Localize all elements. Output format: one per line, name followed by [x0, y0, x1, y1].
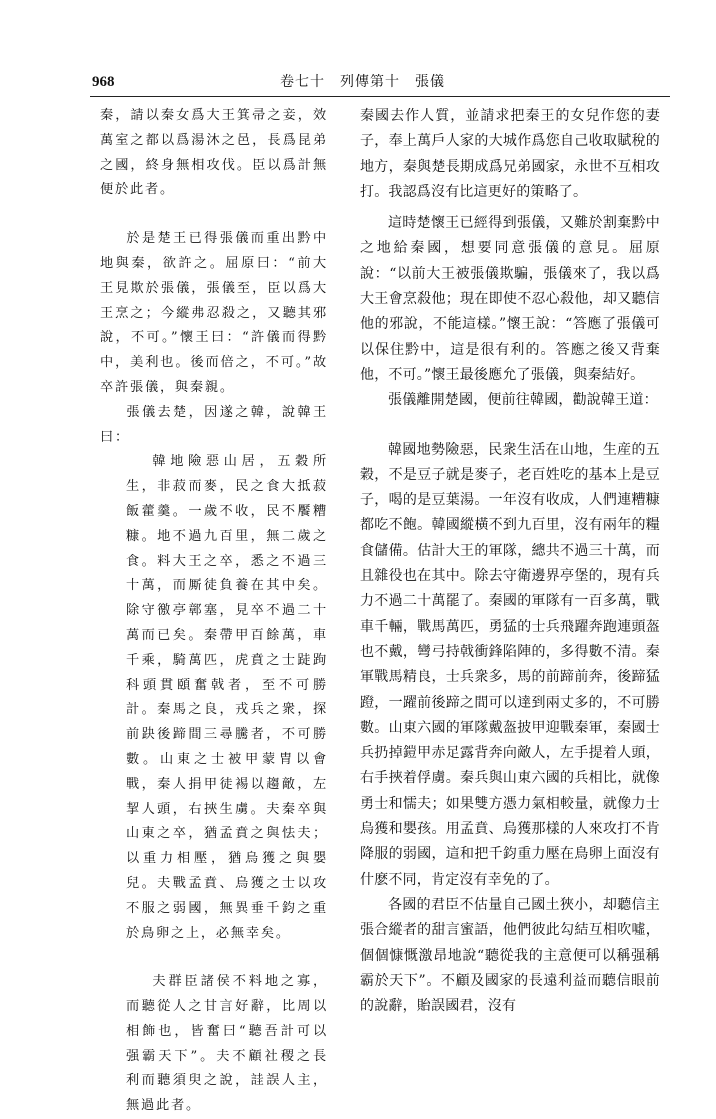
- classical-paragraph: 秦，請以秦女爲大王箕帚之妾，效萬室之都以爲湯沐之邑，長爲昆弟之國，終身無相攻伐。臣以爲計無便於此者。: [100, 108, 328, 198]
- classical-paragraph: 張儀去楚，因遂之韓，說韓王曰：: [100, 404, 328, 445]
- translation-paragraph: 韓國地勢險惡，民衆生活在山地，生産的五穀，不是豆子就是麥子，老百姓吃的基本上是豆子，喝的是豆葉湯。一年沒有收成，人們連糟糠都吃不飽。韓國縱橫不到九百里，沒有兩年的糧食儲備。估計大王的軍隊，總共不過三十萬，而且雜役也在其中。除去守衛邊界亭堡的，現有兵力不過二十萬罷了。秦國的軍隊有一百多萬，戰車千輛，戰馬萬匹，勇猛的士兵飛躍奔跑連頭盔也不戴，彎弓持戟衝鋒陷陣的，多得數不清。秦軍戰馬精良，士兵衆多，馬的前蹄前奔，後蹄猛蹬，一躍前後蹄之間可以達到兩丈多的，不可勝數。山東六國的軍隊戴盔披甲迎戰秦軍，秦國士兵扔掉鎧甲赤足露背奔向敵人，左手提着人頭，右手挾着俘虜。秦兵與山東六國的兵相比，就像勇士和懦夫；如果雙方憑力氣相較量，就像力士烏獲和嬰孩。用孟賁、烏獲那樣的人來攻打不肯降服的弱國，這和把千鈞重力壓在鳥卵上面沒有什麽不同，肯定沒有幸免的了。: [360, 441, 660, 888]
- classical-quote-paragraph: 韓地險惡山居，五穀所生，非菽而麥，民之食大抵菽飯藿羹。一歲不收，民不饜糟糠。地不過九百里，無二歲之食。料大王之卒，悉之不過三十萬，而厮徒負養在其中矣。除守徼亭鄣塞，見卒不過二十萬而已矣。秦帶甲百餘萬，車千乘，騎萬匹，虎賁之士跿跔科頭貫頤奮戟者，至不可勝計。秦馬之良，戎兵之衆，探前趹後蹄間三尋騰者，不可勝數。山東之士被甲蒙胄以會戰，秦人捐甲徒裼以趨敵，左挈人頭，右挾生虜。夫秦卒與山東之卒，猶孟賁之與怯夫；以重力相壓，猶烏獲之與嬰兒。夫戰孟賁、烏獲之士以攻不服之弱國，無異垂千鈞之重於鳥卵之上，必無幸矣。: [126, 454, 328, 941]
- page-number: 968: [92, 74, 115, 90]
- translation-paragraph: 秦國去作人質，並請求把秦王的女兒作您的妻子，奉上萬戶人家的大城作爲您自己收取賦稅的地方，秦與楚長期成爲兄弟國家，永世不互相攻打。我認爲沒有比這更好的策略了。: [360, 108, 660, 200]
- header-rule: [90, 96, 670, 97]
- translation-paragraph: 這時楚懷王已經得到張儀，又難於割棄黔中之地給秦國，想要同意張儀的意見。屈原說：“以前大王被張儀欺騙，張儀來了，我以爲大王會烹殺他；現在即使不忍心殺他，却又聽信他的邪說，不能這樣。”懷王說：“答應了張儀可以保住黔中，這是很有利的。答應之後又背棄他，不可。”懷王最後應允了張儀，與秦結好。: [360, 215, 660, 383]
- modern-translation-column: [360, 104, 660, 1015]
- classical-paragraph: 於是楚王已得張儀而重出黔中地與秦，欲許之。屈原曰：“前大王見欺於張儀，張儀至，臣以爲大王烹之；今縱弗忍殺之，又聽其邪說，不可。”懷王曰：“許儀而得黔中，美利也。後而倍之，不可。”故卒許張儀，與秦親。: [100, 231, 328, 395]
- translation-paragraph: 各國的君臣不估量自己國土狹小，却聽信主張合縱者的甜言蜜語，他們彼此勾結互相吹噓，個個慷慨激昂地說“聽從我的主意便可以稱强稱霸於天下”。不顧及國家的長遠利益而聽信眼前的說辭，貽誤國君，沒有: [360, 896, 660, 1015]
- classical-text-column: [100, 104, 328, 1114]
- running-title: 卷七十 列傳第十 張儀: [280, 74, 445, 90]
- page-header: [92, 70, 668, 94]
- translation-paragraph: 張儀離開楚國，便前往韓國，勸說韓王道：: [388, 392, 658, 409]
- classical-quote-paragraph: 夫群臣諸侯不料地之寡，而聽從人之甘言好辭，比周以相飾也，皆奮曰“聽吾計可以强霸天下”。夫不顧社稷之長利而聽須臾之說，詿誤人主，無過此者。: [126, 974, 328, 1114]
